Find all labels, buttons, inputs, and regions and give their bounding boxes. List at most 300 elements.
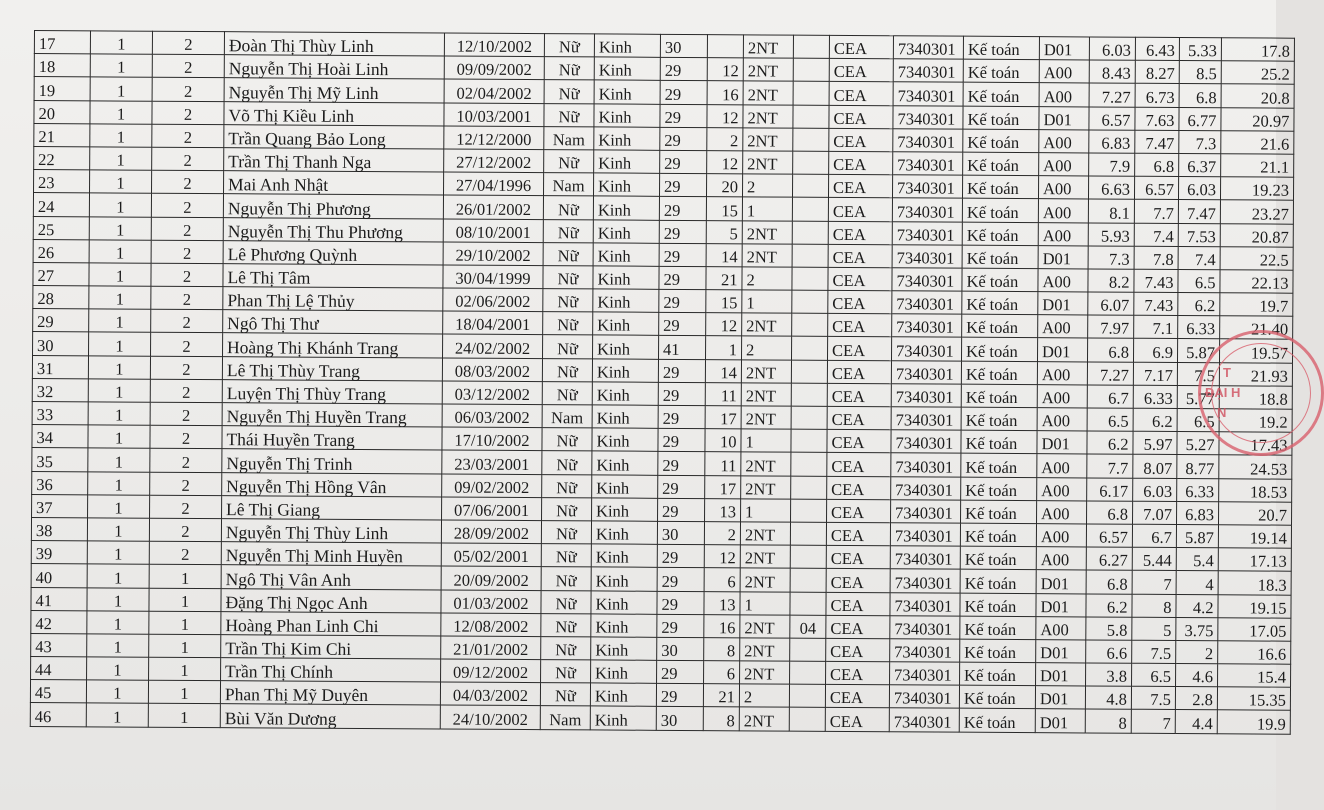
cell-province-code: 29 [659,313,706,336]
cell-major-name: Kế toán [962,268,1038,292]
cell-stt: 44 [31,657,87,681]
cell-full-name: Phan Thị Lệ Thủy [223,287,443,312]
cell-major-code: 7340301 [893,128,963,152]
cell-score-2: 7.7 [1134,200,1178,223]
cell-score-2: 8.07 [1133,455,1177,478]
cell-total-score: 21.6 [1221,131,1294,155]
cell-full-name: Mai Anh Nhật [224,171,444,196]
cell-ethnicity: Kinh [594,103,660,127]
cell-district-code: 21 [703,684,739,707]
cell-priority-object [791,429,827,452]
cell-birth-date: 06/03/2002 [442,404,542,428]
cell-gender: Nữ [542,358,592,381]
cell-major-name: Kế toán [962,222,1038,246]
cell-priority-object [791,406,827,429]
cell-major-name: Kế toán [960,569,1036,593]
cell-major-code: 7340301 [892,221,962,245]
cell-score-1: 6.6 [1086,640,1132,663]
cell-major-name: Kế toán [960,662,1036,686]
cell-priority-area: 2NT [743,128,793,151]
cell-birth-date: 09/09/2002 [444,56,544,80]
cell-priority-object [790,568,826,591]
cell-gender: Nữ [542,451,592,474]
cell-priority-area: 2NT [743,151,793,174]
cell-full-name: Nguyễn Thị Mỹ Linh [224,78,444,103]
cell-subject-combination: D01 [1037,338,1087,361]
cell-gender: Nữ [541,636,591,659]
cell-stt: 19 [34,77,90,101]
cell-score-1: 6.57 [1089,107,1135,130]
cell-district-code: 15 [706,290,742,313]
cell-district-code: 20 [706,174,742,197]
cell-total-score: 21.40 [1220,316,1293,340]
cell-score-1: 6.8 [1087,501,1133,524]
cell-birth-date: 07/06/2001 [442,497,542,521]
cell-major-code: 7340301 [892,314,962,338]
cell-priority-area: 1 [742,290,792,313]
cell-major-code: 7340301 [890,615,960,639]
cell-province-code: 29 [657,568,704,591]
cell-score-1: 6.17 [1087,478,1133,501]
cell-subject-combination: D01 [1038,245,1088,268]
cell-priority-object [790,638,826,661]
cell-major-name: Kế toán [963,36,1039,60]
cell-col-1: 1 [90,100,152,124]
cell-birth-date: 26/01/2002 [443,195,543,219]
cell-full-name: Trần Thị Kim Chi [221,635,441,660]
cell-col-2: 2 [151,309,223,333]
cell-ethnicity: Kinh [593,173,659,197]
cell-birth-date: 04/03/2002 [440,682,540,706]
cell-subject-combination: D01 [1035,686,1085,709]
cell-major-name: Kế toán [960,523,1036,547]
cell-score-3: 5.27 [1177,432,1219,455]
cell-province-code: 29 [659,173,706,196]
cell-priority-object [791,360,827,383]
cell-priority-object [792,313,828,336]
cell-subject-combination: A00 [1036,524,1086,547]
cell-major-name: Kế toán [962,245,1038,269]
cell-district-code: 16 [707,81,743,104]
cell-district-code: 8 [704,637,740,660]
cell-col-1: 1 [87,564,149,588]
cell-major-name: Kế toán [961,407,1037,431]
cell-birth-date: 24/02/2002 [443,334,543,358]
cell-score-1: 8.2 [1088,269,1134,292]
cell-district-code: 2 [704,522,740,545]
cell-district-code: 17 [705,406,741,429]
cell-major-code: 7340301 [891,499,961,523]
cell-ethnicity: Kinh [594,34,660,58]
cell-birth-date: 05/02/2001 [441,543,541,567]
cell-priority-object [790,545,826,568]
cell-birth-date: 27/12/2002 [444,149,544,173]
cell-major-code: 7340301 [892,198,962,222]
cell-score-3: 4.4 [1175,710,1217,733]
cell-province-code: 30 [657,521,704,544]
cell-full-name: Nguyễn Thị Phương [223,194,443,219]
cell-priority-object [791,499,827,522]
cell-major-name: Kế toán [961,430,1037,454]
cell-score-2: 7.5 [1131,686,1175,709]
cell-province-code: 29 [659,289,706,312]
cell-birth-date: 08/03/2002 [442,358,542,382]
cell-score-2: 8.27 [1135,60,1179,83]
cell-priority-object [793,58,829,81]
cell-school-code: CEA [827,476,891,500]
cell-full-name: Nguyễn Thị Trinh [222,449,442,474]
cell-score-2: 6.03 [1133,478,1177,501]
cell-col-1: 1 [90,31,152,55]
cell-total-score: 23.27 [1220,200,1293,224]
cell-gender: Nữ [541,544,591,567]
cell-major-name: Kế toán [962,314,1038,338]
cell-birth-date: 09/12/2002 [441,659,541,683]
cell-subject-combination: A00 [1038,199,1088,222]
cell-priority-object [792,221,828,244]
cell-subject-combination: D01 [1036,640,1086,663]
cell-ethnicity: Kinh [593,219,659,243]
cell-subject-combination: A00 [1038,315,1088,338]
cell-col-2: 1 [149,634,221,658]
cell-gender: Nữ [542,381,592,404]
cell-col-2: 2 [150,379,222,403]
cell-birth-date: 30/04/1999 [443,265,543,289]
cell-col-1: 1 [89,332,151,356]
cell-gender: Nữ [541,660,591,683]
cell-birth-date: 21/01/2002 [441,636,541,660]
cell-gender: Nữ [541,521,591,544]
cell-score-3: 2 [1176,640,1218,663]
cell-birth-date: 02/04/2002 [444,79,544,103]
cell-score-1: 6.2 [1086,593,1132,616]
cell-school-code: CEA [827,499,891,523]
cell-stt: 33 [32,401,88,425]
cell-major-code: 7340301 [893,152,963,176]
cell-school-code: CEA [825,685,889,709]
cell-province-code: 29 [660,104,707,127]
cell-total-score: 18.8 [1219,386,1292,410]
cell-school-code: CEA [829,35,893,59]
cell-school-code: CEA [826,522,890,546]
cell-score-3: 7.3 [1179,130,1221,153]
cell-ethnicity: Kinh [593,266,659,290]
cell-score-2: 6.8 [1135,153,1179,176]
cell-col-1: 1 [89,240,151,264]
cell-major-code: 7340301 [890,546,960,570]
cell-major-name: Kế toán [963,106,1039,130]
cell-subject-combination: A00 [1039,83,1089,106]
cell-full-name: Lê Thị Thùy Trang [222,356,442,381]
cell-score-3: 5.87 [1177,339,1219,362]
cell-major-name: Kế toán [960,546,1036,570]
cell-gender: Nữ [543,242,593,265]
cell-score-3: 6.03 [1178,177,1220,200]
cell-ethnicity: Kinh [592,451,658,475]
cell-score-3: 5.87 [1176,524,1218,547]
cell-priority-area: 2NT [741,406,791,429]
cell-major-name: Kế toán [962,175,1038,199]
cell-stt: 24 [33,193,89,217]
cell-priority-object [791,383,827,406]
cell-score-1: 6.8 [1087,338,1133,361]
cell-ethnicity: Kinh [593,289,659,313]
cell-subject-combination: A00 [1036,616,1086,639]
cell-priority-object [793,151,829,174]
cell-school-code: CEA [827,430,891,454]
cell-score-2: 6.57 [1134,176,1178,199]
cell-ethnicity: Kinh [591,637,657,661]
cell-province-code: 29 [659,220,706,243]
cell-birth-date: 27/04/1996 [443,172,543,196]
cell-major-name: Kế toán [961,454,1037,478]
cell-major-name: Kế toán [963,83,1039,107]
cell-district-code: 6 [704,661,740,684]
cell-major-name: Kế toán [961,338,1037,362]
cell-full-name: Nguyễn Thị Thùy Linh [221,519,441,544]
cell-subject-combination: A00 [1038,222,1088,245]
cell-score-1: 6.07 [1088,292,1134,315]
cell-major-name: Kế toán [960,639,1036,663]
cell-major-name: Kế toán [959,709,1035,733]
cell-ethnicity: Kinh [593,243,659,267]
cell-col-1: 1 [87,611,149,635]
cell-score-3: 7.5 [1177,362,1219,385]
cell-stt: 41 [31,587,87,611]
cell-priority-area: 2NT [741,383,791,406]
cell-stt: 27 [33,262,89,286]
cell-score-2: 7.8 [1134,246,1178,269]
cell-birth-date: 29/10/2002 [443,242,543,266]
cell-subject-combination: A00 [1037,408,1087,431]
cell-ethnicity: Kinh [594,80,660,104]
cell-col-1: 1 [88,471,150,495]
cell-col-1: 1 [89,263,151,287]
cell-col-2: 2 [150,495,222,519]
cell-score-2: 5.44 [1132,547,1176,570]
cell-school-code: CEA [826,592,890,616]
cell-score-1: 7.27 [1087,362,1133,385]
cell-priority-area: 1 [741,429,791,452]
cell-gender: Nữ [544,103,594,126]
cell-province-code: 29 [658,359,705,382]
cell-gender: Nữ [541,613,591,636]
cell-district-code: 11 [705,382,741,405]
cell-birth-date: 17/10/2002 [442,427,542,451]
cell-stt: 17 [34,31,90,55]
cell-priority-object [791,476,827,499]
cell-score-3: 6.5 [1178,269,1220,292]
cell-stt: 45 [30,680,86,704]
cell-stt: 39 [31,541,87,565]
cell-major-code: 7340301 [890,639,960,663]
cell-col-1: 1 [90,147,152,171]
cell-priority-area: 2NT [742,244,792,267]
cell-score-3: 5.77 [1177,385,1219,408]
cell-province-code: 30 [657,637,704,660]
cell-district-code: 2 [707,127,743,150]
cell-gender: Nam [542,405,592,428]
cell-priority-area: 2NT [741,452,791,475]
cell-col-2: 1 [149,657,221,681]
cell-total-score: 19.15 [1218,594,1291,618]
cell-full-name: Hoàng Thị Khánh Trang [223,333,443,358]
cell-total-score: 19.7 [1220,293,1293,317]
cell-major-code: 7340301 [892,175,962,199]
cell-birth-date: 02/06/2002 [443,288,543,312]
cell-major-code: 7340301 [893,36,963,60]
cell-score-3: 4.2 [1176,594,1218,617]
cell-col-2: 2 [150,472,222,496]
cell-major-code: 7340301 [891,407,961,431]
cell-subject-combination: A00 [1039,129,1089,152]
cell-col-1: 1 [88,425,150,449]
cell-school-code: CEA [829,105,893,129]
cell-score-1: 5.8 [1086,617,1132,640]
cell-major-name: Kế toán [962,198,1038,222]
cell-major-name: Kế toán [963,129,1039,153]
cell-priority-object: 04 [790,615,826,638]
cell-priority-object [792,197,828,220]
cell-district-code: 14 [705,359,741,382]
cell-score-2: 6.2 [1133,408,1177,431]
cell-district-code: 17 [705,475,741,498]
cell-score-2: 7.43 [1134,269,1178,292]
cell-priority-object [791,453,827,476]
cell-col-2: 2 [152,31,224,55]
cell-major-code: 7340301 [893,82,963,106]
cell-subject-combination: A00 [1037,500,1087,523]
cell-total-score: 18.3 [1218,571,1291,595]
cell-stt: 20 [34,100,90,124]
cell-major-code: 7340301 [890,523,960,547]
cell-school-code: CEA [829,128,893,152]
cell-priority-area: 2NT [739,707,789,730]
cell-score-2: 7.63 [1135,107,1179,130]
cell-ethnicity: Kinh [591,567,657,591]
cell-birth-date: 24/10/2002 [440,705,540,729]
cell-priority-area: 1 [741,499,791,522]
cell-birth-date: 28/09/2002 [441,520,541,544]
cell-stt: 28 [33,286,89,310]
cell-score-1: 5.93 [1088,222,1134,245]
cell-total-score: 17.8 [1221,38,1294,62]
cell-subject-combination: A00 [1037,361,1087,384]
cell-priority-object [792,174,828,197]
cell-priority-area: 2NT [740,615,790,638]
cell-score-3: 6.8 [1179,84,1221,107]
cell-priority-area: 2NT [740,638,790,661]
cell-col-2: 2 [150,425,222,449]
cell-school-code: CEA [826,615,890,639]
cell-total-score: 15.35 [1217,687,1290,711]
cell-total-score: 18.53 [1219,478,1292,502]
cell-ethnicity: Kinh [593,196,659,220]
cell-full-name: Hoàng Phan Linh Chi [221,611,441,636]
cell-subject-combination: A00 [1037,454,1087,477]
cell-total-score: 16.6 [1218,641,1291,665]
cell-full-name: Luyện Thị Thùy Trang [222,379,442,404]
cell-major-code: 7340301 [890,662,960,686]
cell-ethnicity: Kinh [592,428,658,452]
cell-gender: Nam [540,706,590,729]
cell-score-3: 6.2 [1178,293,1220,316]
cell-priority-area: 2NT [741,475,791,498]
cell-total-score: 25.2 [1221,61,1294,85]
cell-full-name: Trần Thị Chính [221,658,441,683]
cell-district-code: 6 [704,568,740,591]
cell-col-2: 1 [149,588,221,612]
cell-province-code: 29 [658,452,705,475]
cell-priority-object [790,592,826,615]
cell-stt: 42 [31,610,87,634]
cell-ethnicity: Kinh [592,405,658,429]
cell-stt: 37 [32,494,88,518]
cell-score-2: 7.47 [1135,130,1179,153]
cell-priority-area: 2NT [741,359,791,382]
cell-major-code: 7340301 [892,268,962,292]
cell-col-1: 1 [88,402,150,426]
cell-total-score: 17.43 [1219,432,1292,456]
cell-col-2: 2 [151,263,223,287]
cell-major-name: Kế toán [959,685,1035,709]
cell-score-3: 6.33 [1177,478,1219,501]
admissions-table [34,30,1290,734]
stamp-text: ĐẠI H [1205,385,1241,400]
cell-district-code: 5 [706,220,742,243]
cell-school-code: CEA [827,406,891,430]
cell-priority-object [792,290,828,313]
cell-stt: 36 [32,471,88,495]
cell-district-code: 12 [706,313,742,336]
cell-score-3: 5.33 [1179,37,1221,60]
cell-district-code: 12 [707,151,743,174]
cell-total-score: 24.53 [1219,455,1292,479]
cell-district-code: 16 [704,614,740,637]
cell-province-code: 29 [657,614,704,637]
cell-school-code: CEA [825,708,889,732]
cell-major-name: Kế toán [960,593,1036,617]
cell-score-3: 4 [1176,571,1218,594]
cell-gender: Nữ [543,289,593,312]
cell-major-code: 7340301 [891,337,961,361]
cell-col-2: 2 [152,124,224,148]
cell-stt: 25 [33,216,89,240]
cell-score-3: 2.8 [1175,687,1217,710]
cell-score-1: 7.27 [1089,83,1135,106]
cell-stt: 21 [34,123,90,147]
cell-gender: Nữ [544,57,594,80]
cell-gender: Nữ [543,196,593,219]
cell-score-2: 7.07 [1133,501,1177,524]
cell-stt: 35 [32,448,88,472]
cell-birth-date: 12/12/2000 [444,126,544,150]
cell-stt: 26 [33,239,89,263]
cell-score-3: 6.83 [1177,501,1219,524]
cell-ethnicity: Kinh [591,660,657,684]
cell-school-code: CEA [827,337,891,361]
cell-col-1: 1 [89,309,151,333]
cell-score-1: 6.83 [1089,130,1135,153]
cell-total-score: 19.9 [1217,710,1290,734]
cell-col-1: 1 [89,193,151,217]
cell-school-code: CEA [826,638,890,662]
cell-col-1: 1 [88,495,150,519]
cell-major-code: 7340301 [893,105,963,129]
cell-subject-combination: D01 [1037,431,1087,454]
cell-col-2: 1 [149,565,221,589]
cell-score-3: 6.77 [1179,107,1221,130]
